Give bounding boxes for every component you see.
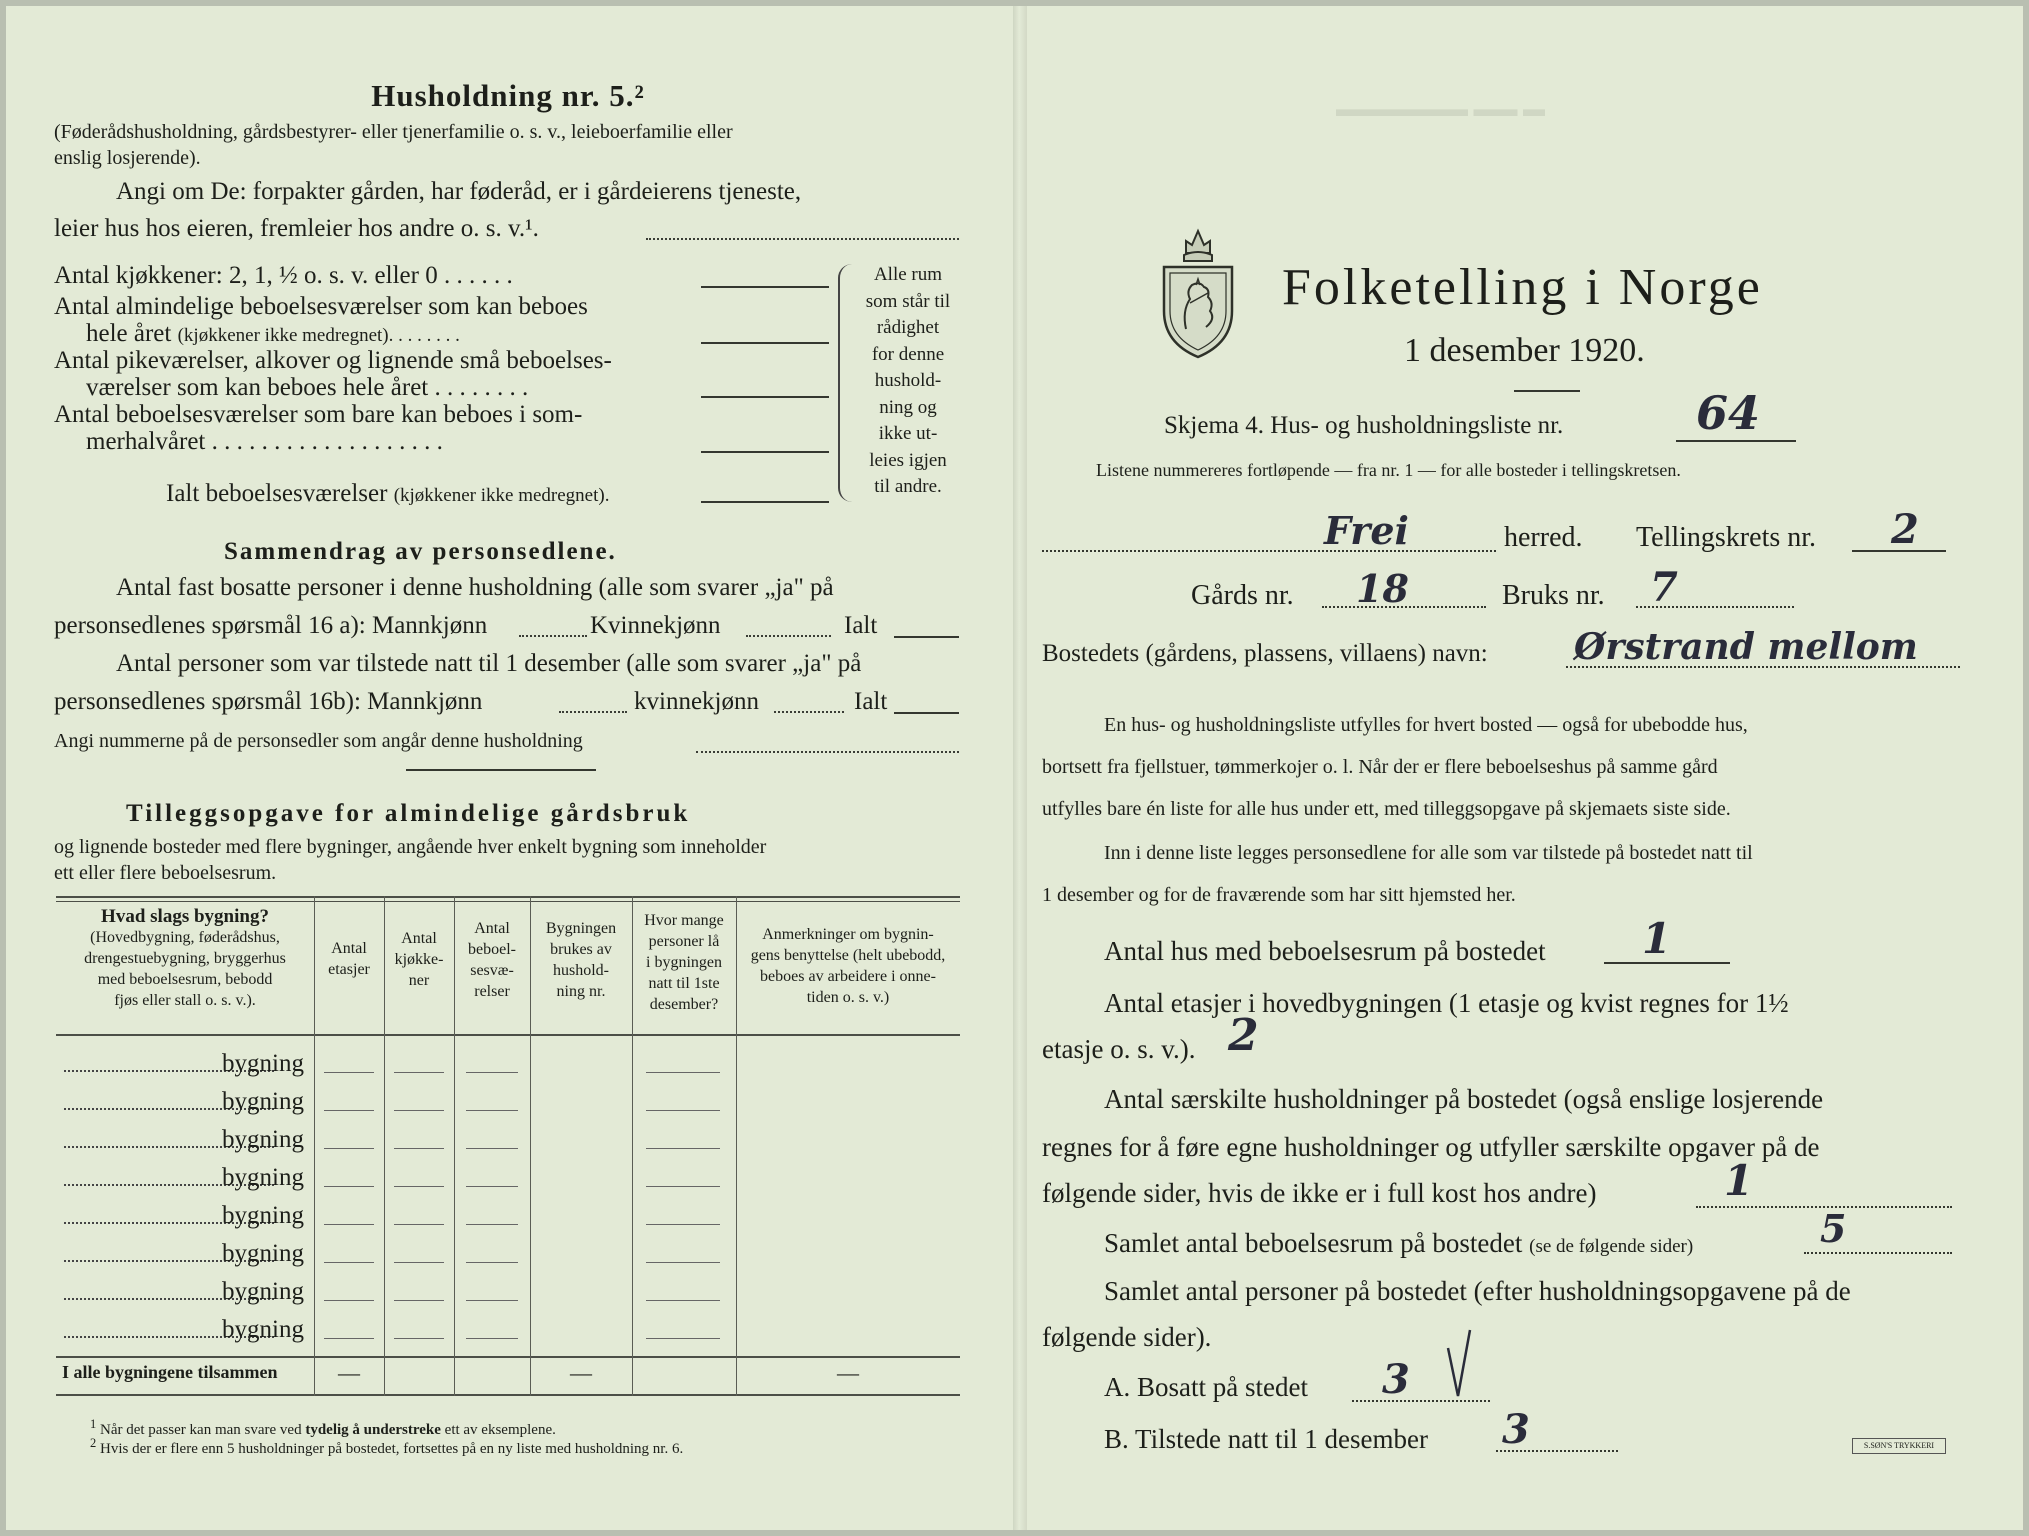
intro-line-1: Angi om De: forpakter gården, har føderåd, er i gårdeierens tjeneste, bbox=[116, 178, 802, 205]
col-header-remarks-line: gens benyttelse (helt ubebodd, bbox=[750, 947, 946, 964]
col-header-rooms bbox=[454, 918, 530, 1002]
col-header-building-type-desc: drengestuebygning, bryggerhus bbox=[84, 950, 286, 967]
col-header-floors-line: Antal bbox=[331, 940, 367, 957]
col-header-rooms-line: Antal bbox=[474, 920, 510, 937]
col-header-household-line: ning nr. bbox=[556, 983, 606, 1000]
table-top-rule-thin bbox=[56, 901, 960, 902]
floors-value: 2 bbox=[1228, 1010, 1259, 1061]
maid-rooms-label-2: værelser som kan beboes hele året . . . . . . . . bbox=[86, 374, 529, 401]
intro-line-2: leier hus hos eieren, fremleier hos andre o. s. v.¹. bbox=[54, 215, 539, 242]
col-header-rooms-line: beboel- bbox=[468, 941, 516, 958]
table-row[interactable] bbox=[56, 1084, 960, 1120]
cell-line[interactable] bbox=[394, 1186, 444, 1187]
ordinary-rooms-label-2b: (kjøkkener ikke medregnet). . . . . . . . bbox=[177, 325, 460, 346]
footnote-1-num: 1 bbox=[90, 1417, 97, 1431]
cell-line[interactable] bbox=[646, 1338, 720, 1339]
total-rooms-label-a: Ialt beboelsesværelser bbox=[166, 480, 388, 507]
cell-line[interactable] bbox=[646, 1300, 720, 1301]
col-header-building-type-title: Hvad slags bygning? bbox=[101, 906, 269, 927]
bosatt-field[interactable] bbox=[1352, 1400, 1490, 1402]
col-header-floors-line: etasjer bbox=[328, 961, 370, 978]
tilstede-label: B. Tilstede natt til 1 desember bbox=[1104, 1424, 1428, 1454]
col-header-building-type-desc: (Hovedbygning, føderådshus, bbox=[90, 929, 280, 946]
col-header-kitchens-line: Antal bbox=[401, 930, 437, 947]
summer-rooms-label-2: merhalvåret . . . . . . . . . . . . . . . . . . . bbox=[86, 428, 443, 455]
summer-rooms-field[interactable] bbox=[701, 451, 829, 453]
rooms-bracket bbox=[838, 264, 854, 502]
cell-line[interactable] bbox=[394, 1072, 444, 1073]
houses-value: 1 bbox=[1642, 914, 1672, 963]
buildings-table bbox=[56, 896, 960, 1396]
cell-line[interactable] bbox=[394, 1262, 444, 1263]
houses-label: Antal hus med beboelsesrum på bostedet bbox=[1104, 936, 1546, 966]
cell-line[interactable] bbox=[324, 1072, 374, 1073]
bracket-note-line: for denne bbox=[871, 343, 945, 365]
supplement-heading: Tilleggsopgave for almindelige gårdsbruk bbox=[126, 800, 691, 827]
show-through: ▬▬▬▬▬▬ ▬▬ ▬ bbox=[1336, 96, 1545, 121]
table-row[interactable] bbox=[56, 1046, 960, 1082]
summary-p1-line1: Antal fast bosatte personer i denne husholdning (alle som svarer „ja" på bbox=[116, 574, 834, 601]
numbering-note: Listene nummereres fortløpende — fra nr. 1 — for alle bosteder i tellingskretsen. bbox=[1096, 460, 1681, 480]
col-header-rooms-line: relser bbox=[474, 983, 510, 1000]
cell-line[interactable] bbox=[646, 1186, 720, 1187]
cell-line[interactable] bbox=[324, 1224, 374, 1225]
numbers-field[interactable] bbox=[696, 751, 959, 753]
bracket-note-line: til andre. bbox=[874, 476, 942, 497]
table-total-rule bbox=[56, 1356, 960, 1358]
col-header-household bbox=[530, 918, 632, 1002]
col-header-remarks bbox=[736, 924, 960, 1008]
resident-female-field[interactable] bbox=[746, 635, 831, 637]
footnote-2-num: 2 bbox=[90, 1436, 97, 1450]
cell-line[interactable] bbox=[466, 1224, 518, 1225]
rooms-total-label-b: (se de følgende sider) bbox=[1529, 1236, 1694, 1257]
households-value: 1 bbox=[1724, 1156, 1754, 1205]
kitchens-label: Antal kjøkkener: 2, 1, ½ o. s. v. eller 0 . . . . . . bbox=[54, 262, 513, 289]
present-female-field[interactable] bbox=[774, 711, 844, 713]
cell-line[interactable] bbox=[394, 1338, 444, 1339]
summary-p2-line1: Antal personer som var tilstede natt til 1 desember (alle som svarer „ja" på bbox=[116, 650, 862, 677]
bosatt-label: A. Bosatt på stedet bbox=[1104, 1372, 1308, 1402]
bosted-value: Ørstrand mellom bbox=[1574, 626, 1918, 668]
bracket-note-line: hushold- bbox=[874, 370, 942, 391]
households-label-1: Antal særskilte husholdninger på bostedet (også enslige losjerende bbox=[1104, 1084, 1824, 1114]
instructions-line-4: Inn i denne liste legges personsedlene for alle som var tilstede på bostedet natt til bbox=[1104, 842, 1753, 864]
supplement-intro-1: og lignende bosteder med flere bygninger, angående hver enkelt bygning som inneholder bbox=[54, 836, 767, 858]
table-row[interactable] bbox=[56, 1160, 960, 1196]
cell-line[interactable] bbox=[324, 1186, 374, 1187]
total-household-dash: — bbox=[570, 1360, 592, 1385]
building-row-label: bygning bbox=[222, 1088, 304, 1115]
building-row-label: bygning bbox=[222, 1316, 304, 1343]
ordinary-rooms-label-1: Antal almindelige beboelsesværelser som kan beboes bbox=[54, 293, 588, 320]
ordinary-rooms-label-2 bbox=[86, 320, 460, 348]
persons-label-1: Samlet antal personer på bostedet (efter husholdningsopgavene på de bbox=[1104, 1276, 1851, 1306]
schema-label: Skjema 4. Hus- og husholdningsliste nr. bbox=[1164, 412, 1564, 439]
cell-line[interactable] bbox=[466, 1072, 518, 1073]
table-row[interactable] bbox=[56, 1274, 960, 1310]
building-row-label: bygning bbox=[222, 1126, 304, 1153]
footnote-2-text: Hvis der er flere enn 5 husholdninger på bostedet, fortsettes på en ny liste med husholdning nr. 6. bbox=[100, 1441, 684, 1457]
present-total-field[interactable] bbox=[894, 712, 959, 714]
ordinary-rooms-field[interactable] bbox=[701, 342, 829, 344]
bosted-label: Bostedets (gårdens, plassens, villaens) navn: bbox=[1042, 640, 1488, 667]
summary-p1-male-label: personsedlenes spørsmål 16 a): Mannkjønn bbox=[54, 612, 488, 639]
floors-label-2: etasje o. s. v.). bbox=[1042, 1034, 1196, 1064]
maid-rooms-label-1: Antal pikeværelser, alkover og lignende små beboelses- bbox=[54, 347, 612, 374]
maid-rooms-field[interactable] bbox=[701, 396, 829, 398]
list-number-field[interactable] bbox=[1676, 440, 1796, 442]
summary-heading: Sammendrag av personsedlene. bbox=[224, 538, 617, 565]
footnote-1-emphasis: tydelig å understreke bbox=[305, 1422, 441, 1438]
table-top-rule bbox=[56, 896, 960, 898]
rooms-total-label-a: Samlet antal beboelsesrum på bostedet bbox=[1104, 1228, 1523, 1258]
herred-value: Frei bbox=[1324, 508, 1409, 553]
table-bottom-rule bbox=[56, 1394, 960, 1396]
footnote-1-tail: ett av eksemplene. bbox=[444, 1422, 556, 1438]
persons-label-2: følgende sider). bbox=[1042, 1322, 1212, 1352]
col-header-kitchens-line: kjøkke- bbox=[394, 951, 444, 968]
gards-value: 18 bbox=[1356, 566, 1409, 611]
col-header-building-type bbox=[58, 906, 312, 1011]
cell-line[interactable] bbox=[466, 1300, 518, 1301]
cell-line[interactable] bbox=[324, 1110, 374, 1111]
col-header-persons-line: natt til 1ste bbox=[648, 975, 720, 992]
col-header-household-line: hushold- bbox=[553, 962, 609, 979]
cell-line[interactable] bbox=[394, 1148, 444, 1149]
cell-line[interactable] bbox=[646, 1262, 720, 1263]
summary-p1-total-label: Ialt bbox=[844, 612, 878, 639]
summary-p2-total-label: Ialt bbox=[854, 688, 888, 715]
cell-line[interactable] bbox=[324, 1300, 374, 1301]
col-header-remarks-line: Anmerkninger om bygnin- bbox=[762, 926, 934, 943]
instructions-line-3: utfylles bare én liste for alle hus under ett, med tilleggsopgave på skjemaets siste side. bbox=[1042, 798, 1731, 820]
rooms-total-label bbox=[1104, 1228, 1693, 1259]
bruks-value: 7 bbox=[1650, 564, 1678, 611]
section-divider bbox=[406, 769, 596, 771]
resident-male-field[interactable] bbox=[519, 635, 587, 637]
bruks-label: Bruks nr. bbox=[1502, 580, 1605, 611]
bracket-note bbox=[854, 262, 962, 501]
resident-total-field[interactable] bbox=[894, 636, 959, 638]
total-rooms-field[interactable] bbox=[701, 501, 829, 503]
present-male-field[interactable] bbox=[559, 711, 627, 713]
building-row-label: bygning bbox=[222, 1240, 304, 1267]
instructions-line-2: bortsett fra fjellstuer, tømmerkojer o. l. Når der er flere beboelseshus på samme gård bbox=[1042, 756, 1718, 778]
tilstede-value: 3 bbox=[1502, 1406, 1530, 1453]
norway-coat-of-arms-icon bbox=[1156, 211, 1240, 361]
households-label-2: regnes for å føre egne husholdninger og utfyller særskilte opgaver på de bbox=[1042, 1132, 1820, 1162]
bracket-note-line: Alle rum bbox=[873, 264, 943, 285]
footnote-2 bbox=[90, 1436, 683, 1458]
household-subtitle-1: (Føderådshusholdning, gårdsbestyrer- eller tjenerfamilie o. s. v., leieboerfamilie eller bbox=[54, 121, 733, 143]
krets-value: 2 bbox=[1891, 506, 1919, 553]
col-header-building-type-desc: fjøs eller stall o. s. v.). bbox=[114, 992, 256, 1009]
summary-p2-male-label: personsedlenes spørsmål 16b): Mannkjønn bbox=[54, 688, 483, 715]
footnote-1-text: Når det passer kan man svare ved bbox=[100, 1422, 302, 1438]
col-header-persons-line: desember? bbox=[649, 996, 719, 1013]
cell-line[interactable] bbox=[466, 1110, 518, 1111]
col-header-kitchens-line: ner bbox=[408, 972, 430, 989]
cell-line[interactable] bbox=[466, 1338, 518, 1339]
building-row-label: bygning bbox=[222, 1164, 304, 1191]
building-row-label: bygning bbox=[222, 1202, 304, 1229]
col-header-household-line: brukes av bbox=[550, 941, 612, 958]
cell-line[interactable] bbox=[394, 1224, 444, 1225]
household-title: Husholdning nr. 5.² bbox=[371, 78, 645, 113]
instructions-line-1: En hus- og husholdningsliste utfylles for hvert bosted — også for ubebodde hus, bbox=[1104, 714, 1748, 736]
numbers-note: Angi nummerne på de personsedler som angår denne husholdning bbox=[54, 730, 583, 752]
cell-line[interactable] bbox=[466, 1148, 518, 1149]
cell-line[interactable] bbox=[646, 1072, 720, 1073]
bosatt-value: 3 bbox=[1382, 1356, 1410, 1403]
col-header-floors bbox=[314, 938, 384, 980]
floors-label-1: Antal etasjer i hovedbygningen (1 etasje og kvist regnes for 1½ bbox=[1104, 988, 1789, 1018]
households-label-3: følgende sider, hvis de ikke er i full kost hos andre) bbox=[1042, 1178, 1597, 1208]
cell-line[interactable] bbox=[646, 1110, 720, 1111]
bracket-note-line: leies igjen bbox=[869, 449, 947, 471]
total-floors-dash: — bbox=[338, 1360, 360, 1385]
cell-line[interactable] bbox=[324, 1262, 374, 1263]
cell-line[interactable] bbox=[466, 1186, 518, 1187]
col-header-remarks-line: tiden o. s. v.) bbox=[806, 989, 890, 1006]
summary-p2-female-label: kvinnekjønn bbox=[634, 688, 759, 715]
krets-label: Tellingskrets nr. bbox=[1636, 522, 1817, 553]
checkmark-icon bbox=[1446, 1328, 1472, 1398]
total-remarks-dash: — bbox=[837, 1360, 859, 1385]
ordinary-rooms-label-2a: hele året bbox=[86, 320, 172, 347]
col-header-persons-line: i bygningen bbox=[646, 954, 722, 971]
census-title: Folketelling i Norge bbox=[1282, 259, 1763, 316]
col-header-rooms-line: sesvæ- bbox=[470, 962, 514, 979]
census-date: 1 desember 1920. bbox=[1404, 332, 1645, 369]
summer-rooms-label-1: Antal beboelsesværelser som bare kan beboes i som- bbox=[54, 401, 583, 428]
col-header-remarks-line: beboes av arbeidere i onne- bbox=[760, 968, 936, 985]
col-header-building-type-desc: med beboelsesrum, bebodd bbox=[97, 971, 273, 988]
bracket-note-line: ning og bbox=[879, 396, 937, 418]
col-header-kitchens bbox=[384, 928, 454, 991]
bracket-note-line: rådighet bbox=[876, 317, 940, 338]
bracket-note-line: ikke ut- bbox=[878, 423, 938, 444]
title-divider bbox=[1514, 390, 1580, 392]
cell-line[interactable] bbox=[394, 1300, 444, 1301]
rooms-total-field[interactable] bbox=[1804, 1252, 1952, 1254]
building-row-label: bygning bbox=[222, 1050, 304, 1077]
instructions-line-5: 1 desember og for de fraværende som har sitt hjemsted her. bbox=[1042, 884, 1516, 906]
cell-line[interactable] bbox=[324, 1338, 374, 1339]
cell-line[interactable] bbox=[466, 1262, 518, 1263]
list-number-value: 64 bbox=[1696, 386, 1761, 440]
page-fold bbox=[1013, 6, 1027, 1530]
table-row[interactable] bbox=[56, 1312, 960, 1348]
household-subtitle-2: enslig losjerende). bbox=[54, 147, 201, 169]
col-header-household-line: Bygningen bbox=[545, 920, 617, 937]
table-row[interactable] bbox=[56, 1198, 960, 1234]
total-rooms-label-b: (kjøkkener ikke medregnet). bbox=[393, 485, 610, 506]
table-header-rule bbox=[56, 1034, 960, 1036]
summary-p1-female-label: Kvinnekjønn bbox=[590, 612, 721, 639]
col-header-persons bbox=[632, 910, 736, 1015]
herred-label: herred. bbox=[1504, 522, 1583, 553]
table-row[interactable] bbox=[56, 1122, 960, 1158]
rooms-total-value: 5 bbox=[1820, 1206, 1847, 1251]
kitchens-field[interactable] bbox=[701, 286, 829, 288]
cell-line[interactable] bbox=[394, 1110, 444, 1111]
building-row-label: bygning bbox=[222, 1278, 304, 1305]
printer-mark: S.SØN'S TRYKKERI bbox=[1852, 1438, 1946, 1454]
herred-field[interactable] bbox=[1042, 550, 1496, 552]
intro-answer-line[interactable] bbox=[646, 238, 959, 240]
gards-label: Gårds nr. bbox=[1191, 580, 1294, 611]
table-total-label: I alle bygningene tilsammen bbox=[62, 1362, 278, 1382]
table-row[interactable] bbox=[56, 1236, 960, 1272]
cell-line[interactable] bbox=[324, 1148, 374, 1149]
total-rooms-label bbox=[166, 480, 609, 508]
census-sheet bbox=[6, 6, 2023, 1530]
supplement-intro-2: ett eller flere beboelsesrum. bbox=[54, 862, 277, 884]
cell-line[interactable] bbox=[646, 1224, 720, 1225]
col-header-persons-line: Hvor mange bbox=[644, 912, 724, 929]
bracket-note-line: som står til bbox=[865, 290, 951, 312]
cell-line[interactable] bbox=[646, 1148, 720, 1149]
col-header-persons-line: personer lå bbox=[648, 933, 720, 950]
